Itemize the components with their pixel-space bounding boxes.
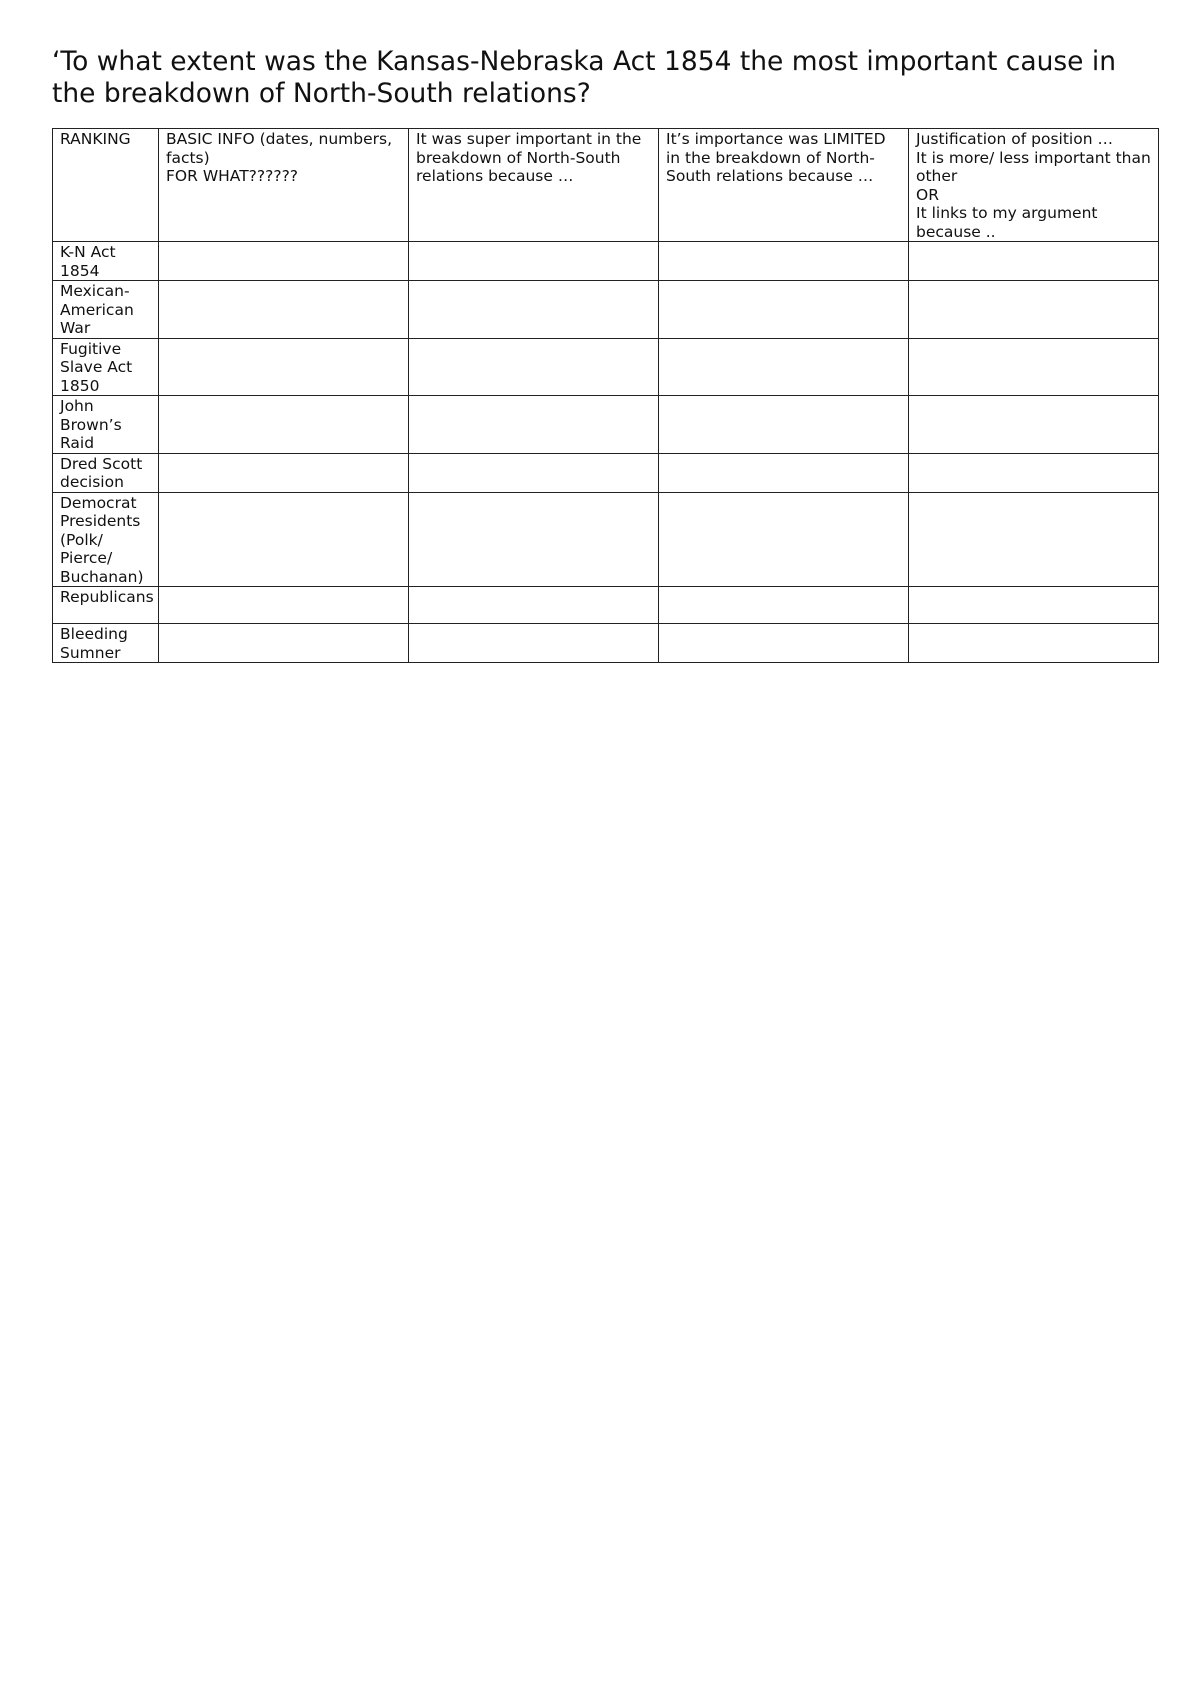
page-title: ‘To what extent was the Kansas-Nebraska Act 1854 the most important cause in the breakdown of North-South relations? <box>52 46 1117 109</box>
cell-limited[interactable] <box>659 587 909 624</box>
header-justification-line2: It is more/ less important than other <box>916 148 1151 185</box>
cell-basic-info[interactable] <box>159 338 409 396</box>
cell-super-important[interactable] <box>409 338 659 396</box>
cell-super-important[interactable] <box>409 396 659 454</box>
cell-basic-info[interactable] <box>159 242 409 281</box>
header-justification-line3: OR <box>916 185 939 204</box>
table-row <box>53 624 1159 663</box>
row-label-democrat-presidents: Democrat Presidents (Polk/ Pierce/ Buchanan) <box>53 492 159 587</box>
cell-limited[interactable] <box>659 396 909 454</box>
cell-super-important[interactable] <box>409 242 659 281</box>
cell-justification[interactable] <box>909 624 1159 663</box>
header-limited: It’s importance was LIMITED in the breakdown of North-South relations because … <box>659 129 909 242</box>
header-justification <box>909 129 1159 242</box>
cell-justification[interactable] <box>909 453 1159 492</box>
cell-limited[interactable] <box>659 338 909 396</box>
row-label-fugitive-slave-act: Fugitive Slave Act 1850 <box>53 338 159 396</box>
cell-limited[interactable] <box>659 242 909 281</box>
cell-super-important[interactable] <box>409 492 659 587</box>
cell-limited[interactable] <box>659 453 909 492</box>
cell-justification[interactable] <box>909 242 1159 281</box>
cell-limited[interactable] <box>659 492 909 587</box>
row-label-kn-act: K-N Act 1854 <box>53 242 159 281</box>
cell-justification[interactable] <box>909 338 1159 396</box>
cell-super-important[interactable] <box>409 281 659 339</box>
cell-basic-info[interactable] <box>159 453 409 492</box>
cell-justification[interactable] <box>909 281 1159 339</box>
cell-justification[interactable] <box>909 587 1159 624</box>
table-row <box>53 242 1159 281</box>
cell-basic-info[interactable] <box>159 281 409 339</box>
row-label-dred-scott: Dred Scott decision <box>53 453 159 492</box>
table-row <box>53 281 1159 339</box>
cell-limited[interactable] <box>659 624 909 663</box>
cell-basic-info[interactable] <box>159 492 409 587</box>
row-label-bleeding-sumner: Bleeding Sumner <box>53 624 159 663</box>
table-header-row <box>53 129 1159 242</box>
header-super-important: It was super important in the breakdown of North-South relations because … <box>409 129 659 242</box>
cell-limited[interactable] <box>659 281 909 339</box>
table-row <box>53 587 1159 624</box>
cell-super-important[interactable] <box>409 587 659 624</box>
table-row <box>53 453 1159 492</box>
header-ranking: RANKING <box>53 129 159 242</box>
cell-justification[interactable] <box>909 492 1159 587</box>
table-row <box>53 396 1159 454</box>
header-basic-info <box>159 129 409 242</box>
cell-justification[interactable] <box>909 396 1159 454</box>
cell-super-important[interactable] <box>409 453 659 492</box>
worksheet-table <box>52 128 1159 663</box>
table-row <box>53 492 1159 587</box>
cell-super-important[interactable] <box>409 624 659 663</box>
cell-basic-info[interactable] <box>159 587 409 624</box>
row-label-john-browns-raid: John Brown’s Raid <box>53 396 159 454</box>
row-label-republicans: Republicans <box>53 587 159 624</box>
header-justification-line1: Justification of position … <box>916 130 1113 148</box>
row-label-mexican-american-war: Mexican-American War <box>53 281 159 339</box>
table-row <box>53 338 1159 396</box>
header-justification-line4: It links to my argument because .. <box>916 204 1098 241</box>
header-basic-info-line1: BASIC INFO (dates, numbers, facts) <box>166 130 393 167</box>
header-basic-info-line2: FOR WHAT?????? <box>166 167 299 185</box>
cell-basic-info[interactable] <box>159 396 409 454</box>
cell-basic-info[interactable] <box>159 624 409 663</box>
